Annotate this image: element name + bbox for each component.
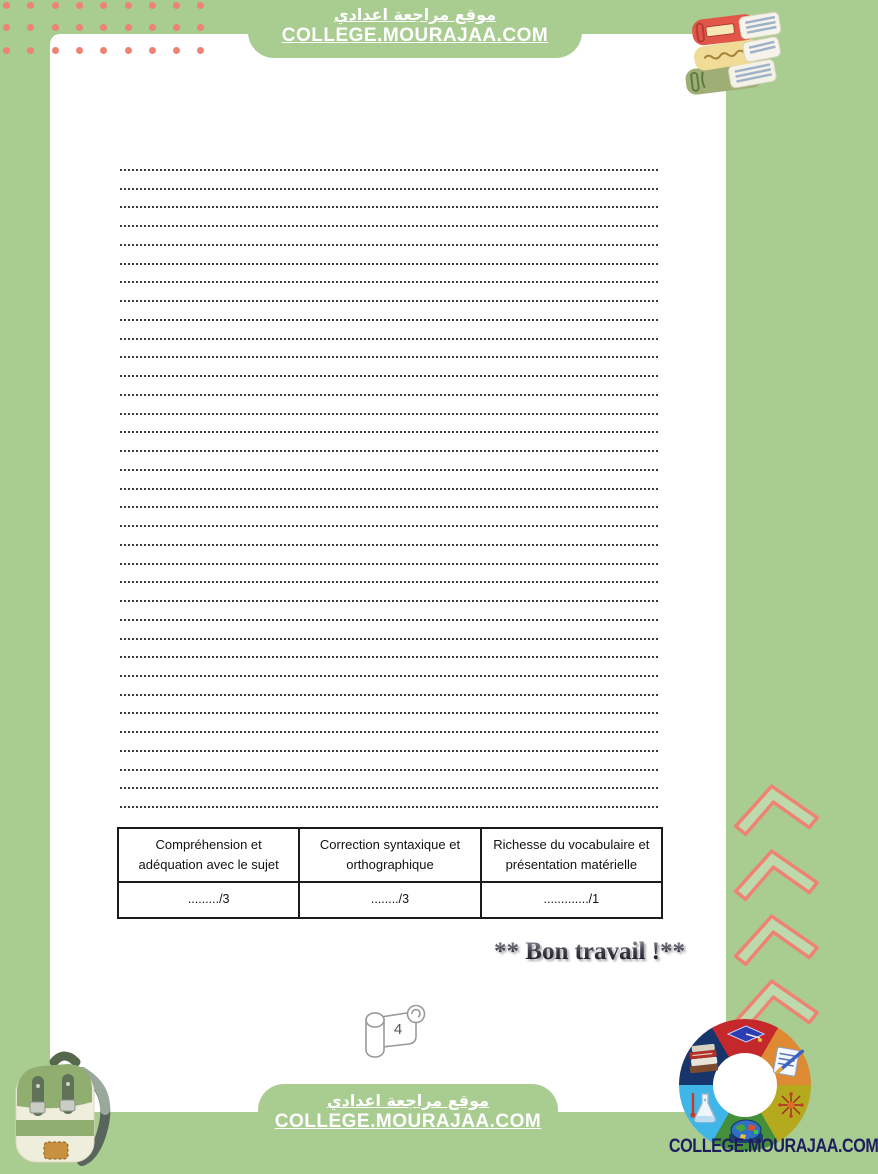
grading-score-comprehension[interactable]: ........./3 [118,882,299,918]
atom-icon [777,1091,805,1124]
chevron-up-icon [725,773,825,842]
writing-line[interactable] [120,694,658,696]
writing-line[interactable] [120,675,658,677]
dot [27,24,34,31]
writing-line[interactable] [120,338,658,340]
dot [149,47,156,54]
grading-table-score-row [118,882,662,918]
header-banner [248,0,582,58]
dot [173,2,180,9]
writing-line[interactable] [120,300,658,302]
writing-line[interactable] [120,281,658,283]
writing-line[interactable] [120,488,658,490]
dot [52,2,59,9]
writing-line[interactable] [120,563,658,565]
dot [52,47,59,54]
closing-note: ** Bon travail !** [492,938,687,966]
backpack-illustration [2,1046,124,1174]
pencil-paper-icon [770,1043,806,1085]
books-icon [687,1043,719,1082]
writing-line[interactable] [120,188,658,190]
writing-line[interactable] [120,525,658,527]
grading-header-correction: Correction syntaxique et orthographique [299,828,480,882]
writing-line[interactable] [120,731,658,733]
dot [173,24,180,31]
writing-lines[interactable] [120,169,658,819]
writing-line[interactable] [120,375,658,377]
writing-line[interactable] [120,263,658,265]
dot [125,24,132,31]
grading-table-header-row [118,828,662,882]
dot [173,47,180,54]
writing-line[interactable] [120,712,658,714]
logo-caption[interactable]: COLLEGE.MOURAJAA.COM [668,1136,878,1157]
writing-line[interactable] [120,619,658,621]
writing-line[interactable] [120,244,658,246]
dot [100,47,107,54]
writing-line[interactable] [120,450,658,452]
writing-line[interactable] [120,319,658,321]
books-stack-illustration [682,2,786,107]
writing-line[interactable] [120,544,658,546]
footer-banner [258,1084,558,1169]
writing-line[interactable] [120,206,658,208]
footer-site-name-arabic: موقع مراجعة اعدادي [326,1091,490,1110]
writing-line[interactable] [120,750,658,752]
dot [197,2,204,9]
writing-line[interactable] [120,656,658,658]
scroll-banner-icon [350,1000,442,1069]
page-number: 4 [393,1021,403,1038]
dot [125,2,132,9]
header-site-name-arabic: موقع مراجعة اعدادي [333,5,497,24]
dot [76,24,83,31]
grading-score-correction[interactable]: ......../3 [299,882,480,918]
grading-score-richesse[interactable]: ............./1 [481,882,662,918]
grading-table [117,827,663,919]
dot [197,47,204,54]
dot [76,2,83,9]
writing-line[interactable] [120,356,658,358]
dot [149,2,156,9]
writing-line[interactable] [120,469,658,471]
writing-line[interactable] [120,225,658,227]
writing-line[interactable] [120,806,658,808]
writing-line[interactable] [120,169,658,171]
grading-header-comprehension: Compréhension et adéquation avec le sujet [118,828,299,882]
logo-ring [679,1019,811,1151]
chevron-up-icon [725,838,825,907]
chevrons-decoration [728,778,826,1053]
writing-line[interactable] [120,431,658,433]
header-site-url[interactable]: COLLEGE.MOURAJAA.COM [281,25,549,46]
graduation-cap-icon [727,1025,765,1052]
dot [125,47,132,54]
writing-line[interactable] [120,638,658,640]
writing-line[interactable] [120,600,658,602]
dots-decoration [3,2,233,62]
grading-header-richesse: Richesse du vocabulaire et présentation matérielle [481,828,662,882]
writing-line[interactable] [120,394,658,396]
writing-line[interactable] [120,506,658,508]
dot [52,24,59,31]
dot [76,47,83,54]
dot [27,47,34,54]
dot [100,24,107,31]
chemistry-flask-icon [689,1091,717,1130]
dot [3,24,10,31]
dot [3,2,10,9]
dot [100,2,107,9]
writing-line[interactable] [120,787,658,789]
dot [27,2,34,9]
writing-line[interactable] [120,413,658,415]
writing-line[interactable] [120,581,658,583]
dot [3,47,10,54]
footer-site-url[interactable]: COLLEGE.MOURAJAA.COM [274,1111,542,1132]
writing-line[interactable] [120,769,658,771]
dot [197,24,204,31]
dot [149,24,156,31]
chevron-up-icon [725,903,825,972]
